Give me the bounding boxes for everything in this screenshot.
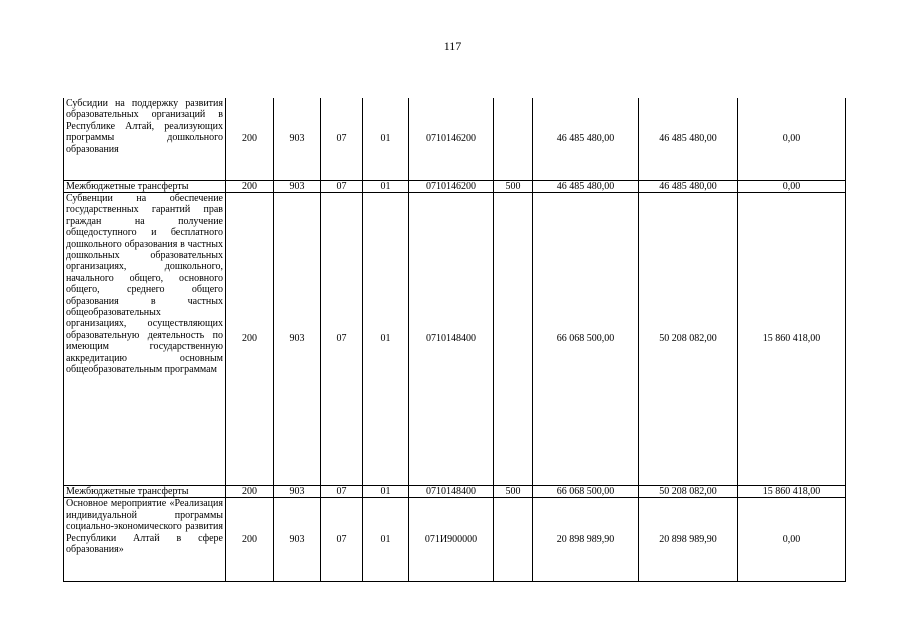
row-amount-1: 66 068 500,00 <box>533 485 639 497</box>
row-subsection-code: 01 <box>363 498 409 582</box>
row-amount-2: 46 485 480,00 <box>639 180 738 192</box>
row-expense-type <box>494 192 533 485</box>
table-row <box>64 498 846 582</box>
row-amount-2: 20 898 989,90 <box>639 498 738 582</box>
row-description: Субсидии на поддержку развития образовательных организаций в Республике Алтай, реализующих программы дошкольного образования <box>64 98 226 180</box>
row-description: Межбюджетные трансферты <box>64 485 226 497</box>
row-ministry-code: 903 <box>274 98 321 180</box>
row-section-code: 07 <box>321 192 363 485</box>
row-amount-2: 46 485 480,00 <box>639 98 738 180</box>
budget-table <box>63 98 846 582</box>
row-ministry-code: 903 <box>274 498 321 582</box>
row-amount-2: 50 208 082,00 <box>639 192 738 485</box>
row-amount-3: 0,00 <box>738 98 846 180</box>
row-subsection-code: 01 <box>363 98 409 180</box>
row-subsection-code: 01 <box>363 192 409 485</box>
row-description: Межбюджетные трансферты <box>64 180 226 192</box>
row-expense-type <box>494 98 533 180</box>
row-section-code: 07 <box>321 98 363 180</box>
row-expense-type: 500 <box>494 485 533 497</box>
row-amount-2: 50 208 082,00 <box>639 485 738 497</box>
row-amount-3: 0,00 <box>738 180 846 192</box>
row-amount-1: 46 485 480,00 <box>533 180 639 192</box>
row-admin-code: 200 <box>226 192 274 485</box>
row-amount-1: 66 068 500,00 <box>533 192 639 485</box>
row-admin-code: 200 <box>226 98 274 180</box>
table-row <box>64 98 846 180</box>
row-admin-code: 200 <box>226 498 274 582</box>
row-admin-code: 200 <box>226 485 274 497</box>
row-target-article: 0710148400 <box>409 485 494 497</box>
row-target-article: 0710146200 <box>409 180 494 192</box>
row-target-article: 071И900000 <box>409 498 494 582</box>
row-amount-1: 20 898 989,90 <box>533 498 639 582</box>
row-section-code: 07 <box>321 485 363 497</box>
row-description: Основное мероприятие «Реализация индивидуальной программы социально-экономического развития Республики Алтай в сфере образования» <box>64 498 226 582</box>
row-section-code: 07 <box>321 498 363 582</box>
row-ministry-code: 903 <box>274 192 321 485</box>
row-amount-3: 0,00 <box>738 498 846 582</box>
row-subsection-code: 01 <box>363 485 409 497</box>
table-row <box>64 192 846 485</box>
table-row <box>64 180 846 192</box>
row-amount-1: 46 485 480,00 <box>533 98 639 180</box>
row-ministry-code: 903 <box>274 180 321 192</box>
page-number: 117 <box>443 39 462 53</box>
row-target-article: 0710146200 <box>409 98 494 180</box>
table-row <box>64 485 846 497</box>
row-amount-3: 15 860 418,00 <box>738 192 846 485</box>
row-subsection-code: 01 <box>363 180 409 192</box>
row-target-article: 0710148400 <box>409 192 494 485</box>
row-admin-code: 200 <box>226 180 274 192</box>
row-ministry-code: 903 <box>274 485 321 497</box>
row-expense-type <box>494 498 533 582</box>
row-section-code: 07 <box>321 180 363 192</box>
row-description: Субвенции на обеспечение государственных гарантий прав граждан на получение общедоступного и бесплатного дошкольного образования в частных дошкольных образовательных организациях, дошкольного, начального общего, основного общего, среднего общего образования в частных общеобразовательных организациях, осуществляющих образовательную деятельность по имеющим государственную аккредитацию основным общеобразовательным программам <box>64 192 226 485</box>
row-expense-type: 500 <box>494 180 533 192</box>
row-amount-3: 15 860 418,00 <box>738 485 846 497</box>
